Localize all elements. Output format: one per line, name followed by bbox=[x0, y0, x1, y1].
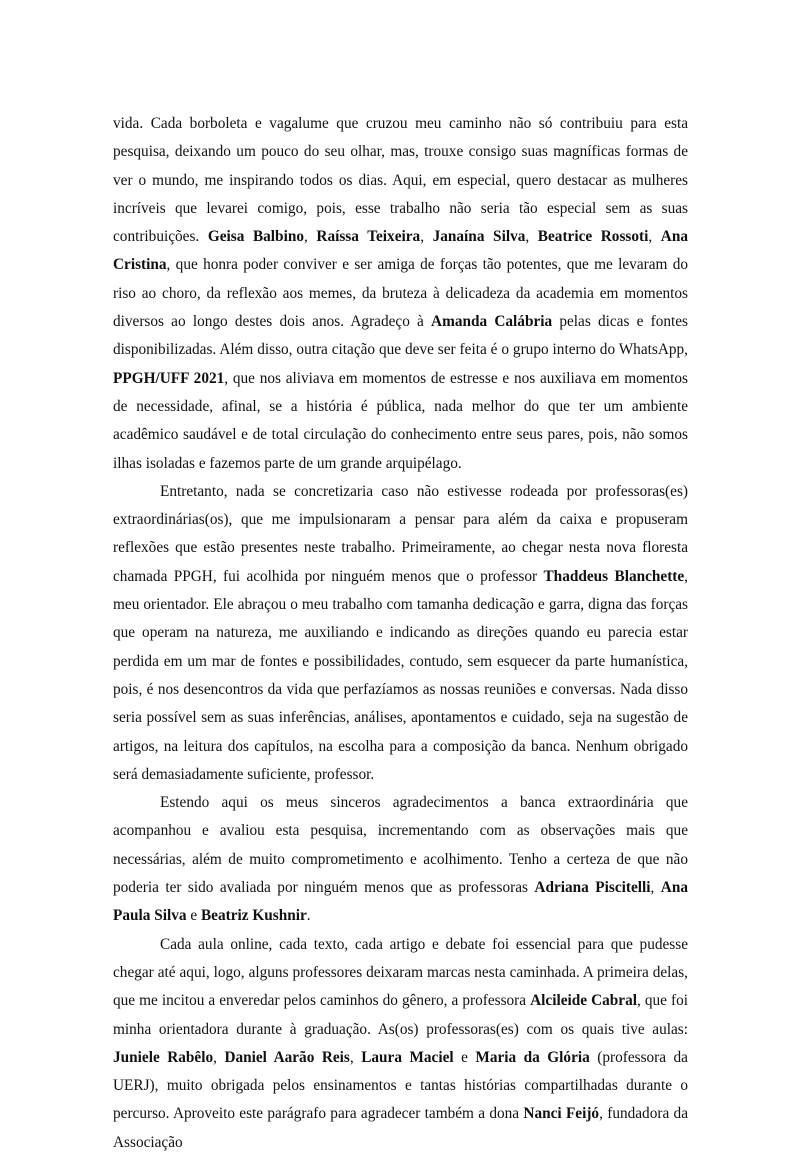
text-run: , que nos aliviava em momentos de estresse e nos auxiliava em momentos de necessidade, afinal, se a história é pública, nada melhor do que ter um ambiente acadêmico saudável e de total circulação do conhecimento entre seus pares, pois, não somos ilhas isoladas e fazemos parte de um grande arquipélago. bbox=[113, 369, 688, 472]
paragraph-acknowledgement-professors bbox=[113, 931, 688, 1157]
bold-name: Janaína Silva bbox=[432, 228, 526, 246]
text-run: Cada aula online, cada texto, cada artigo e debate foi essencial para que pudesse chegar até aqui, logo, alguns professores deixaram marcas nesta caminhada. A primeira delas, que me incitou a enveredar pelos caminhos do gênero, a professora bbox=[113, 935, 688, 1010]
text-run: , bbox=[303, 228, 317, 246]
bold-name: Ana Paula Silva bbox=[113, 879, 688, 925]
bold-name: Laura Maciel bbox=[361, 1048, 454, 1066]
bold-name: Beatrice Rossoti bbox=[537, 228, 649, 246]
text-run: Estendo aqui os meus sinceros agradecimentos a banca extraordinária que acompanhou e avaliou esta pesquisa, incrementando com as observações mais que necessárias, além de muito comprometimento e acolhimento. Tenho a certeza de que não poderia ter sido avaliada por ninguém menos que as professoras bbox=[113, 794, 688, 897]
text-run: . bbox=[306, 907, 311, 925]
bold-name: Amanda Calábria bbox=[431, 313, 553, 331]
text-run: vida. Cada borboleta e vagalume que cruzou meu caminho não só contribuiu para esta pesquisa, deixando um pouco do seu olhar, mas, trouxe consigo suas magníficas formas de ver o mundo, me inspirando todos os dias. Aqui, em especial, quero destacar as mulheres incríveis que levarei comigo, pois, esse trabalho não seria tão especial sem as suas contribuições. bbox=[113, 115, 688, 246]
text-run: , bbox=[525, 228, 538, 246]
text-run: Entretanto, nada se concretizaria caso não estivesse rodeada por professoras(es) extraordinárias(os), que me impulsionaram a pensar para além da caixa e propuseram reflexões que estão presentes neste trabalho. Primeiramente, ao chegar nesta nova floresta chamada PPGH, fui acolhida por ninguém menos que o professor bbox=[113, 482, 688, 585]
bold-name: Daniel Aarão Reis bbox=[224, 1048, 350, 1066]
bold-name: Beatriz Kushnir bbox=[200, 907, 307, 925]
document-page bbox=[113, 110, 688, 1157]
bold-name: Adriana Piscitelli bbox=[534, 879, 651, 897]
text-run: , fundadora da Associação bbox=[113, 1105, 688, 1151]
bold-name: Alcileide Cabral bbox=[530, 992, 637, 1010]
text-run: , bbox=[420, 228, 433, 246]
bold-name: Geisa Balbino bbox=[207, 228, 304, 246]
bold-name: Thaddeus Blanchette bbox=[543, 567, 685, 585]
text-run: , bbox=[213, 1048, 225, 1066]
paragraph-acknowledgement-colleagues bbox=[113, 110, 688, 478]
text-run: , que foi minha orientadora durante à graduação. As(os) professoras(es) com os quais tive aulas: bbox=[113, 992, 688, 1038]
text-run: pelas dicas e fontes disponibilizadas. Além disso, outra citação que deve ser feita é o grupo interno do WhatsApp, bbox=[113, 313, 688, 359]
paragraph-acknowledgement-advisor bbox=[113, 478, 688, 789]
bold-name: Maria da Glória bbox=[475, 1048, 590, 1066]
paragraph-acknowledgement-committee bbox=[113, 789, 688, 930]
text-run: (professora da UERJ), muito obrigada pelos ensinamentos e tantas histórias compartilhadas durante o percurso. Aproveito este parágrafo para agradecer também a dona bbox=[113, 1048, 688, 1123]
bold-name: Ana Cristina bbox=[113, 228, 688, 274]
text-run: , meu orientador. Ele abraçou o meu trabalho com tamanha dedicação e garra, digna das forças que operam na natureza, me auxiliando e indicando as direções quando eu parecia estar perdida em um mar de fontes e possibilidades, contudo, sem esquecer da parte humanística, pois, é nos desencontros da vida que perfazíamos as nossas reuniões e conversas. Nada disso seria possível sem as suas inferências, análises, apontamentos e cuidado, seja na sugestão de artigos, na leitura dos capítulos, na escolha para a composição da banca. Nenhum obrigado será demasiadamente suficiente, professor. bbox=[113, 567, 688, 783]
text-run: , bbox=[648, 228, 661, 246]
text-run: , bbox=[349, 1048, 362, 1066]
text-run: , que honra poder conviver e ser amiga de forças tão potentes, que me levaram do riso ao choro, da reflexão aos memes, da bruteza à delicadeza da academia em momentos diversos ao longo destes dois anos. Agradeço à bbox=[113, 256, 688, 331]
bold-name: Raíssa Teixeira bbox=[316, 228, 421, 246]
bold-name: Juniele Rabêlo bbox=[113, 1048, 214, 1066]
text-run: e bbox=[453, 1048, 476, 1066]
text-run: , bbox=[650, 879, 661, 897]
bold-name: PPGH/UFF 2021 bbox=[113, 369, 225, 387]
bold-name: Nanci Feijó bbox=[523, 1105, 600, 1123]
text-run: e bbox=[186, 907, 201, 925]
